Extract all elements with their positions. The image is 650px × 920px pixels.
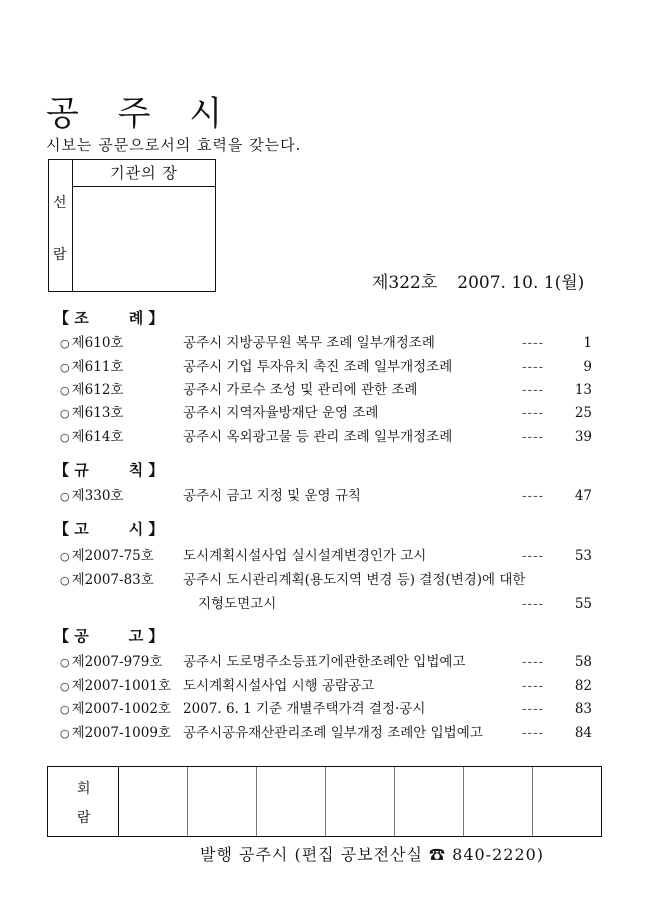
page-number: 9 xyxy=(583,359,592,375)
item-title: 공주시 지방공무원 복무 조례 일부개정조례 xyxy=(183,335,435,351)
list-item[interactable]: ○ 제610호 공주시 지방공무원 복무 조례 일부개정조례 ---- 1 xyxy=(60,335,592,351)
item-number: 제613호 xyxy=(71,405,124,421)
page-number: 58 xyxy=(574,654,592,670)
list-item[interactable]: ○ 제2007-1002호 2007. 6. 1 기준 개별주택가격 결정·공시 ---- 83 xyxy=(60,701,592,717)
routing-cell xyxy=(257,767,326,836)
item-title: 공주시 가로수 조성 및 관리에 관한 조례 xyxy=(183,382,418,398)
item-number: 제610호 xyxy=(71,335,124,351)
issue-number: 제322호 xyxy=(372,273,438,293)
item-title: 도시계획시설사업 실시설계변경인가 고시 xyxy=(183,548,427,564)
item-number: 제2007-75호 xyxy=(71,548,154,564)
routing-cell xyxy=(395,767,464,836)
routing-cell xyxy=(188,767,257,836)
item-number: 제2007-83호 xyxy=(71,572,154,588)
section-heading-notice xyxy=(54,518,163,539)
routing-label xyxy=(48,767,119,836)
item-title: 공주시 기업 투자유치 촉진 조례 일부개정조례 xyxy=(183,359,453,375)
item-title: 공주시 금고 지정 및 운영 규칙 xyxy=(183,488,361,504)
approval-head: 기관의 장 xyxy=(73,160,215,187)
routing-label-bottom: 람 xyxy=(77,810,91,826)
item-number: 제2007-1001호 xyxy=(71,678,171,694)
section-heading-right: 례 】 xyxy=(128,309,164,327)
item-title: 도시계획시설사업 시행 공람공고 xyxy=(183,678,375,694)
issue-date: 2007. 10. 1(월) xyxy=(457,273,585,293)
page-number: 53 xyxy=(574,548,592,564)
item-number: 제2007-979호 xyxy=(71,654,163,670)
page-number: 1 xyxy=(583,335,592,351)
section-heading-ordinance xyxy=(54,307,163,328)
item-number: 제611호 xyxy=(71,359,124,375)
page-number: 25 xyxy=(574,405,592,421)
leader-dash: ---- xyxy=(522,701,545,717)
routing-cell xyxy=(326,767,395,836)
list-item[interactable]: ○ 제613호 공주시 지역자율방재단 운영 조례 ---- 25 xyxy=(60,405,592,421)
item-number: 제614호 xyxy=(71,429,124,445)
item-number: 제612호 xyxy=(71,382,124,398)
leader-dash: ---- xyxy=(522,678,545,694)
item-title-continuation: 지형도면고시 xyxy=(198,596,277,612)
routing-box xyxy=(47,766,602,837)
page-number: 55 xyxy=(574,596,592,612)
routing-cell xyxy=(119,767,188,836)
item-title: 공주시 옥외광고물 등 관리 조례 일부개정조례 xyxy=(183,429,453,445)
list-item[interactable]: ○ 제2007-75호 도시계획시설사업 실시설계변경인가 고시 ---- 53 xyxy=(60,548,592,564)
leader-dash: ---- xyxy=(522,405,545,421)
page-number: 47 xyxy=(574,488,592,504)
item-title: 공주시 도시관리계획(용도지역 변경 등) 결정(변경)에 대한 xyxy=(183,572,526,588)
list-item[interactable]: ○ 제2007-1001호 도시계획시설사업 시행 공람공고 ---- 82 xyxy=(60,678,592,694)
approval-side-label xyxy=(49,160,73,291)
section-heading-right: 고 】 xyxy=(128,627,164,645)
page-number: 13 xyxy=(574,382,592,398)
approval-side-bottom: 람 xyxy=(53,247,67,263)
section-heading-left: 【 고 xyxy=(54,520,89,538)
routing-cell xyxy=(464,767,533,836)
item-title: 공주시공유재산관리조례 일부개정 조례안 입법예고 xyxy=(183,725,483,741)
list-item[interactable]: ○ 제330호 공주시 금고 지정 및 운영 규칙 ---- 47 xyxy=(60,488,592,504)
list-item-continuation[interactable] xyxy=(60,594,600,614)
issue-info xyxy=(372,268,584,293)
leader-dash: ---- xyxy=(522,488,545,504)
section-heading-right: 칙 】 xyxy=(128,461,164,479)
gazette-title: 공 주 시 xyxy=(46,94,237,134)
list-item[interactable]: ○ 제612호 공주시 가로수 조성 및 관리에 관한 조례 ---- 13 xyxy=(60,382,592,398)
gazette-subtitle: 시보는 공문으로서의 효력을 갖는다. xyxy=(46,136,302,154)
page-number: 83 xyxy=(574,701,592,717)
publisher-footer: 발행 공주시 (편집 공보전산실 ☎ 840-2220) xyxy=(200,845,545,864)
item-number: 제2007-1002호 xyxy=(71,701,171,717)
page-number: 82 xyxy=(574,678,592,694)
item-number: 제330호 xyxy=(71,488,124,504)
leader-dash: ---- xyxy=(522,596,545,612)
page-number: 84 xyxy=(574,725,592,741)
leader-dash: ---- xyxy=(522,359,545,375)
section-heading-left: 【 규 xyxy=(54,461,89,479)
list-item[interactable]: ○ 제2007-1009호 공주시공유재산관리조례 일부개정 조례안 입법예고 ---- 84 xyxy=(60,725,592,741)
leader-dash: ---- xyxy=(522,382,545,398)
item-title: 공주시 도로명주소등표기에관한조례안 입법예고 xyxy=(183,654,466,670)
leader-dash: ---- xyxy=(522,725,545,741)
section-heading-right: 시 】 xyxy=(128,520,164,538)
routing-cell xyxy=(533,767,601,836)
list-item[interactable]: ○ 제614호 공주시 옥외광고물 등 관리 조례 일부개정조례 ---- 39 xyxy=(60,429,592,445)
leader-dash: ---- xyxy=(522,654,545,670)
item-number: 제2007-1009호 xyxy=(71,725,171,741)
section-heading-left: 【 공 xyxy=(54,627,89,645)
item-title: 공주시 지역자율방재단 운영 조례 xyxy=(183,405,379,421)
item-title: 2007. 6. 1 기준 개별주택가격 결정·공시 xyxy=(183,701,426,717)
leader-dash: ---- xyxy=(522,335,545,351)
approval-box xyxy=(48,159,216,292)
leader-dash: ---- xyxy=(522,548,545,564)
approval-side-top: 선 xyxy=(53,195,67,211)
section-heading-left: 【 조 xyxy=(54,309,89,327)
section-heading-rule xyxy=(54,459,163,480)
routing-label-top: 회 xyxy=(77,781,91,797)
list-item[interactable]: ○ 제2007-83호 공주시 도시관리계획(용도지역 변경 등) 결정(변경)에 대한 xyxy=(60,572,526,588)
list-item[interactable]: ○ 제2007-979호 공주시 도로명주소등표기에관한조례안 입법예고 ---- 58 xyxy=(60,654,592,670)
leader-dash: ---- xyxy=(522,429,545,445)
section-heading-announcement xyxy=(54,625,163,646)
page-number: 39 xyxy=(574,429,592,445)
list-item[interactable]: ○ 제611호 공주시 기업 투자유치 촉진 조례 일부개정조례 ---- 9 xyxy=(60,359,592,375)
